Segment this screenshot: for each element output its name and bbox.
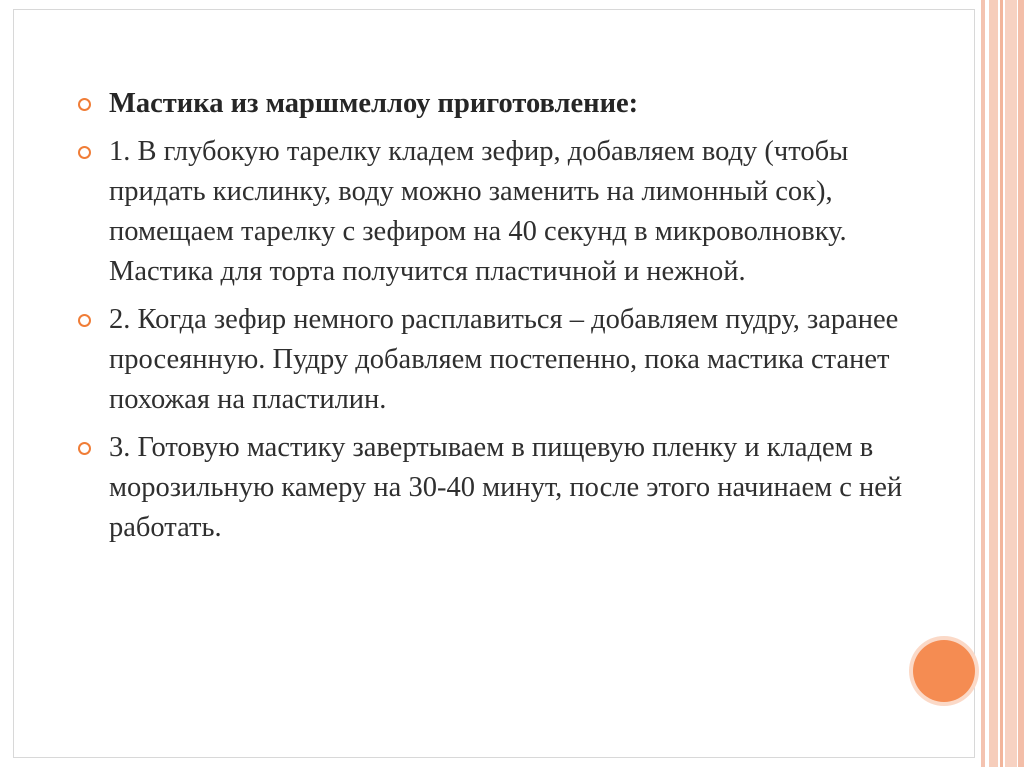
- bullet-circle-icon: [78, 146, 91, 159]
- decorative-stripe: [1018, 0, 1024, 767]
- decorative-stripe: [1005, 0, 1017, 767]
- bullet-list: [78, 84, 908, 556]
- step-3-text: 3. Готовую мастику завертываем в пищевую пленку и кладем в морозильную камеру на 30-40 минут, после этого начинаем с ней работать.: [109, 432, 903, 543]
- step-1-text: 1. В глубокую тарелку кладем зефир, добавляем воду (чтобы придать кислинку, воду можно заменить на лимонный сок), помещаем тарелку с зефиром на 40 секунд в микроволновку. Мастика для торта получится пластичной и нежной.: [109, 136, 849, 287]
- heading-text: Мастика из маршмеллоу приготовление:: [109, 88, 639, 119]
- list-item-step-1: [78, 132, 908, 292]
- step-2-text: 2. Когда зефир немного расплавиться – добавляем пудру, заранее просеянную. Пудру добавляем постепенно, пока мастика станет похожая на пластилин.: [109, 304, 899, 415]
- bullet-circle-icon: [78, 442, 91, 455]
- decorative-stripe: [981, 0, 985, 767]
- list-item-step-2: [78, 300, 908, 420]
- decorative-circle-icon: [913, 640, 975, 702]
- bullet-circle-icon: [78, 314, 91, 327]
- list-item-step-3: [78, 428, 908, 548]
- bullet-circle-icon: [78, 98, 91, 111]
- decorative-stripe: [989, 0, 998, 767]
- decorative-stripe: [1000, 0, 1003, 767]
- decorative-stripe: [986, 0, 988, 767]
- list-item-heading: [78, 84, 908, 124]
